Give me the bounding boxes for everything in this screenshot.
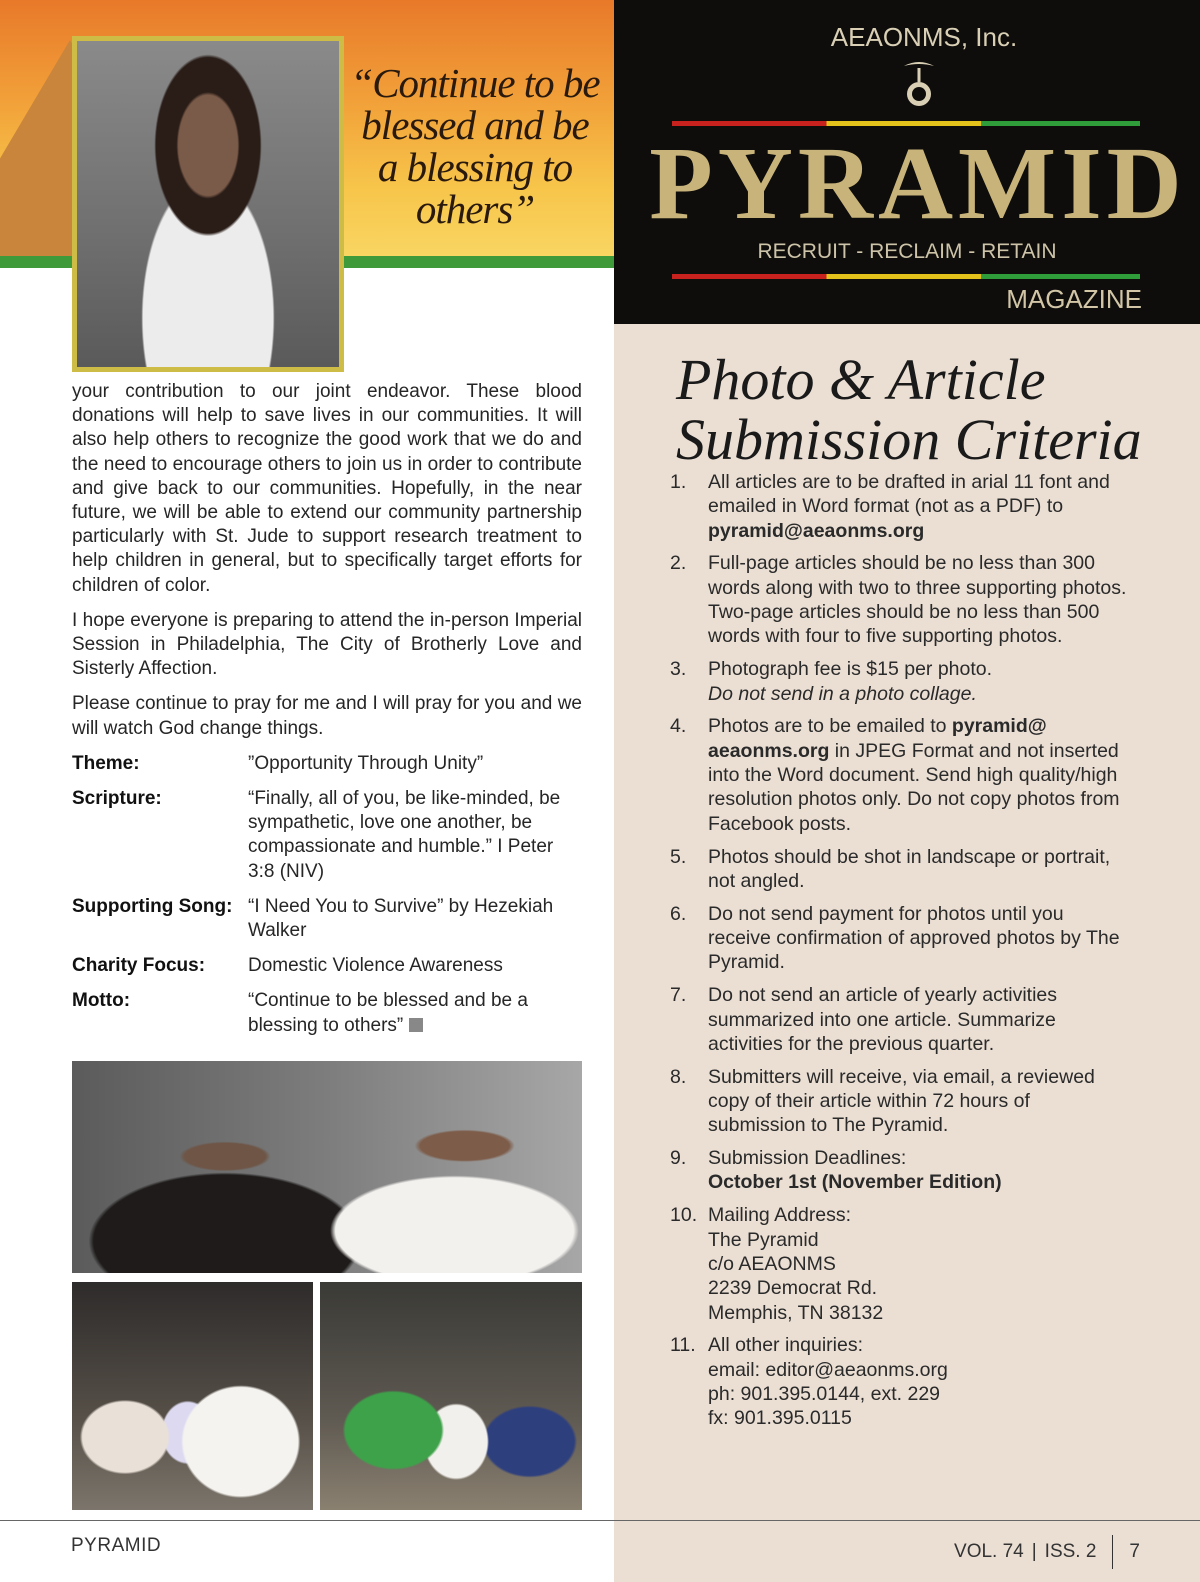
criteria-item: [670, 845, 1130, 894]
footer-issue-info: [954, 1535, 1140, 1569]
page-number: 7: [1129, 1541, 1140, 1562]
article-paragraph: your contribution to our joint endeavor. These blood donations will help to save lives in our communities. It will also help others to recognize the good work that we do and the need to encourage others to join us in order to contribute and give back to our communities. Hopefully, in the near future, we will be able to extend our community partnership particularly with St. Jude to support research treatment to help children in general, but to specifically target efforts for children of color.: [72, 381, 582, 596]
criteria-item: [670, 714, 1130, 835]
criteria-item: [670, 551, 1130, 648]
panel-title: Photo & Article Submission Criteria: [676, 347, 1142, 472]
criteria-number: 1.: [670, 471, 687, 493]
fact-value: “Finally, all of you, be like-minded, be sympathetic, love one another, be compassionate and humble.” I Peter 3:8 (NIV): [248, 788, 561, 882]
criteria-number: 11.: [670, 1334, 696, 1357]
criteria-text: ph: 901.395.0144, ext. 229: [708, 1383, 941, 1406]
fact-value: “I Need You to Survive” by Hezekiah Walker: [248, 895, 554, 942]
portrait-photo: [72, 36, 344, 372]
masthead: [614, 0, 1200, 324]
criteria-item: [670, 657, 1130, 706]
portrait-image: [77, 41, 339, 367]
event-photo-group: [320, 1282, 582, 1510]
criteria-text: All other inquiries:: [708, 1334, 863, 1357]
criteria-item: [670, 1065, 1130, 1138]
criteria-item: [670, 902, 1130, 975]
criteria-text: Do not send an article of yearly activities summarized into one article. Summarize activities for the previous quarter.: [708, 984, 1058, 1055]
fact-charity: [72, 954, 582, 978]
fact-motto: [72, 989, 582, 1037]
magazine-label: MAGAZINE: [1006, 284, 1142, 314]
criteria-text: in JPEG Format and not inserted into the Word document. Send high quality/high resolution photos only. Do not copy photos from Facebook posts.: [708, 739, 1120, 835]
article-paragraph: I hope everyone is preparing to attend the in-person Imperial Session in Philadelphia, The City of Brotherly Love and Sisterly Affection.: [72, 609, 582, 680]
criteria-number: 4.: [670, 715, 687, 738]
footer-rule: [0, 1520, 1200, 1521]
criteria-text: 2239 Democrat Rd.: [708, 1277, 878, 1300]
criteria-text: Submitters will receive, via email, a reviewed copy of their article within 72 hours of submission to The Pyramid.: [708, 1065, 1095, 1137]
fact-value: Domestic Violence Awareness: [248, 955, 503, 977]
fact-song: [72, 895, 582, 943]
footer-volume: VOL. 74: [954, 1541, 1024, 1562]
criteria-item: [670, 1146, 1130, 1195]
criteria-text: The Pyramid: [708, 1228, 819, 1251]
criteria-item: [670, 1333, 1130, 1430]
footer-separator: [1112, 1535, 1113, 1569]
submission-panel: [614, 324, 1200, 1582]
criteria-text: Do not send in a photo collage.: [708, 682, 977, 705]
tricolor-stripe-bottom: [672, 274, 1140, 279]
footer-issue: ISS. 2: [1044, 1541, 1097, 1562]
criteria-text: Photograph fee is $15 per photo.: [708, 658, 993, 681]
criteria-number: 9.: [670, 1147, 687, 1170]
fact-label: Supporting Song:: [72, 895, 233, 917]
criteria-item: [670, 983, 1130, 1056]
fact-label: Motto:: [72, 990, 131, 1012]
criteria-item: [670, 1203, 1130, 1324]
fact-scripture: [72, 787, 582, 884]
footer-publication: PYRAMID: [71, 1535, 162, 1556]
article-paragraph: Please continue to pray for me and I will pray for you and we will watch God change things.: [72, 693, 582, 739]
criteria-text: Photos should be shot in landscape or portrait, not angled.: [708, 845, 1111, 892]
criteria-text: Full-page articles should be no less than 300 words along with two to three supporting photos. Two-page articles should be no less than 500 words with four to five supporting photos.: [708, 552, 1127, 648]
criteria-text: Photos are to be emailed to: [708, 715, 952, 738]
criteria-list: [670, 470, 1130, 1439]
magazine-title: PYRAMID: [649, 126, 1187, 241]
fact-value: [248, 989, 582, 1037]
criteria-number: 6.: [670, 902, 687, 925]
criteria-number: 8.: [670, 1065, 687, 1088]
end-mark-icon: [409, 1018, 423, 1032]
criteria-number: 10.: [670, 1204, 698, 1227]
criteria-emphasis: October 1st (November Edition): [708, 1171, 1002, 1194]
motto-text: “Continue to be blessed and be a blessing to others”: [248, 990, 528, 1036]
criteria-item: [670, 470, 1130, 543]
header-quote: “Continue to be blessed and be a blessing to others”: [350, 60, 600, 232]
footer-divider: |: [1031, 1541, 1037, 1562]
criteria-text: All articles are to be drafted in arial 11 font and emailed in Word format (not as a PDF) to: [708, 471, 1110, 518]
article-body: [72, 380, 582, 1049]
scimitar-emblem-icon: [902, 56, 936, 112]
event-photo-speaker: [72, 1061, 582, 1273]
facts-table: [72, 752, 582, 1038]
fact-label: Scripture:: [72, 788, 162, 810]
criteria-text: fx: 901.395.0115: [708, 1407, 852, 1430]
criteria-text: Submission Deadlines:: [708, 1147, 907, 1170]
criteria-emphasis: pyramid@aeaonms.org: [708, 519, 925, 542]
fact-label: Theme:: [72, 752, 140, 774]
criteria-text: Memphis, TN 38132: [708, 1301, 884, 1324]
fact-label: Charity Focus:: [72, 955, 206, 977]
fact-value: ”Opportunity Through Unity”: [248, 752, 484, 774]
criteria-text: Do not send payment for photos until you receive confirmation of approved photos by The Pyramid.: [708, 902, 1120, 974]
criteria-number: 5.: [670, 845, 687, 868]
event-photo-procession: [72, 1282, 313, 1510]
org-name: AEAONMS, Inc.: [830, 22, 1018, 52]
fact-theme: [72, 752, 582, 776]
criteria-number: 2.: [670, 552, 687, 575]
criteria-text: email: editor@aeaonms.org: [708, 1358, 948, 1381]
criteria-text: c/o AEAONMS: [708, 1252, 836, 1275]
criteria-number: 3.: [670, 658, 687, 681]
criteria-text: Mailing Address:: [708, 1204, 852, 1227]
tagline: RECRUIT - RECLAIM - RETAIN: [757, 240, 1057, 263]
criteria-number: 7.: [670, 984, 687, 1007]
criteria-emphasis: pyramid@ aeaonms.org: [708, 715, 1047, 762]
